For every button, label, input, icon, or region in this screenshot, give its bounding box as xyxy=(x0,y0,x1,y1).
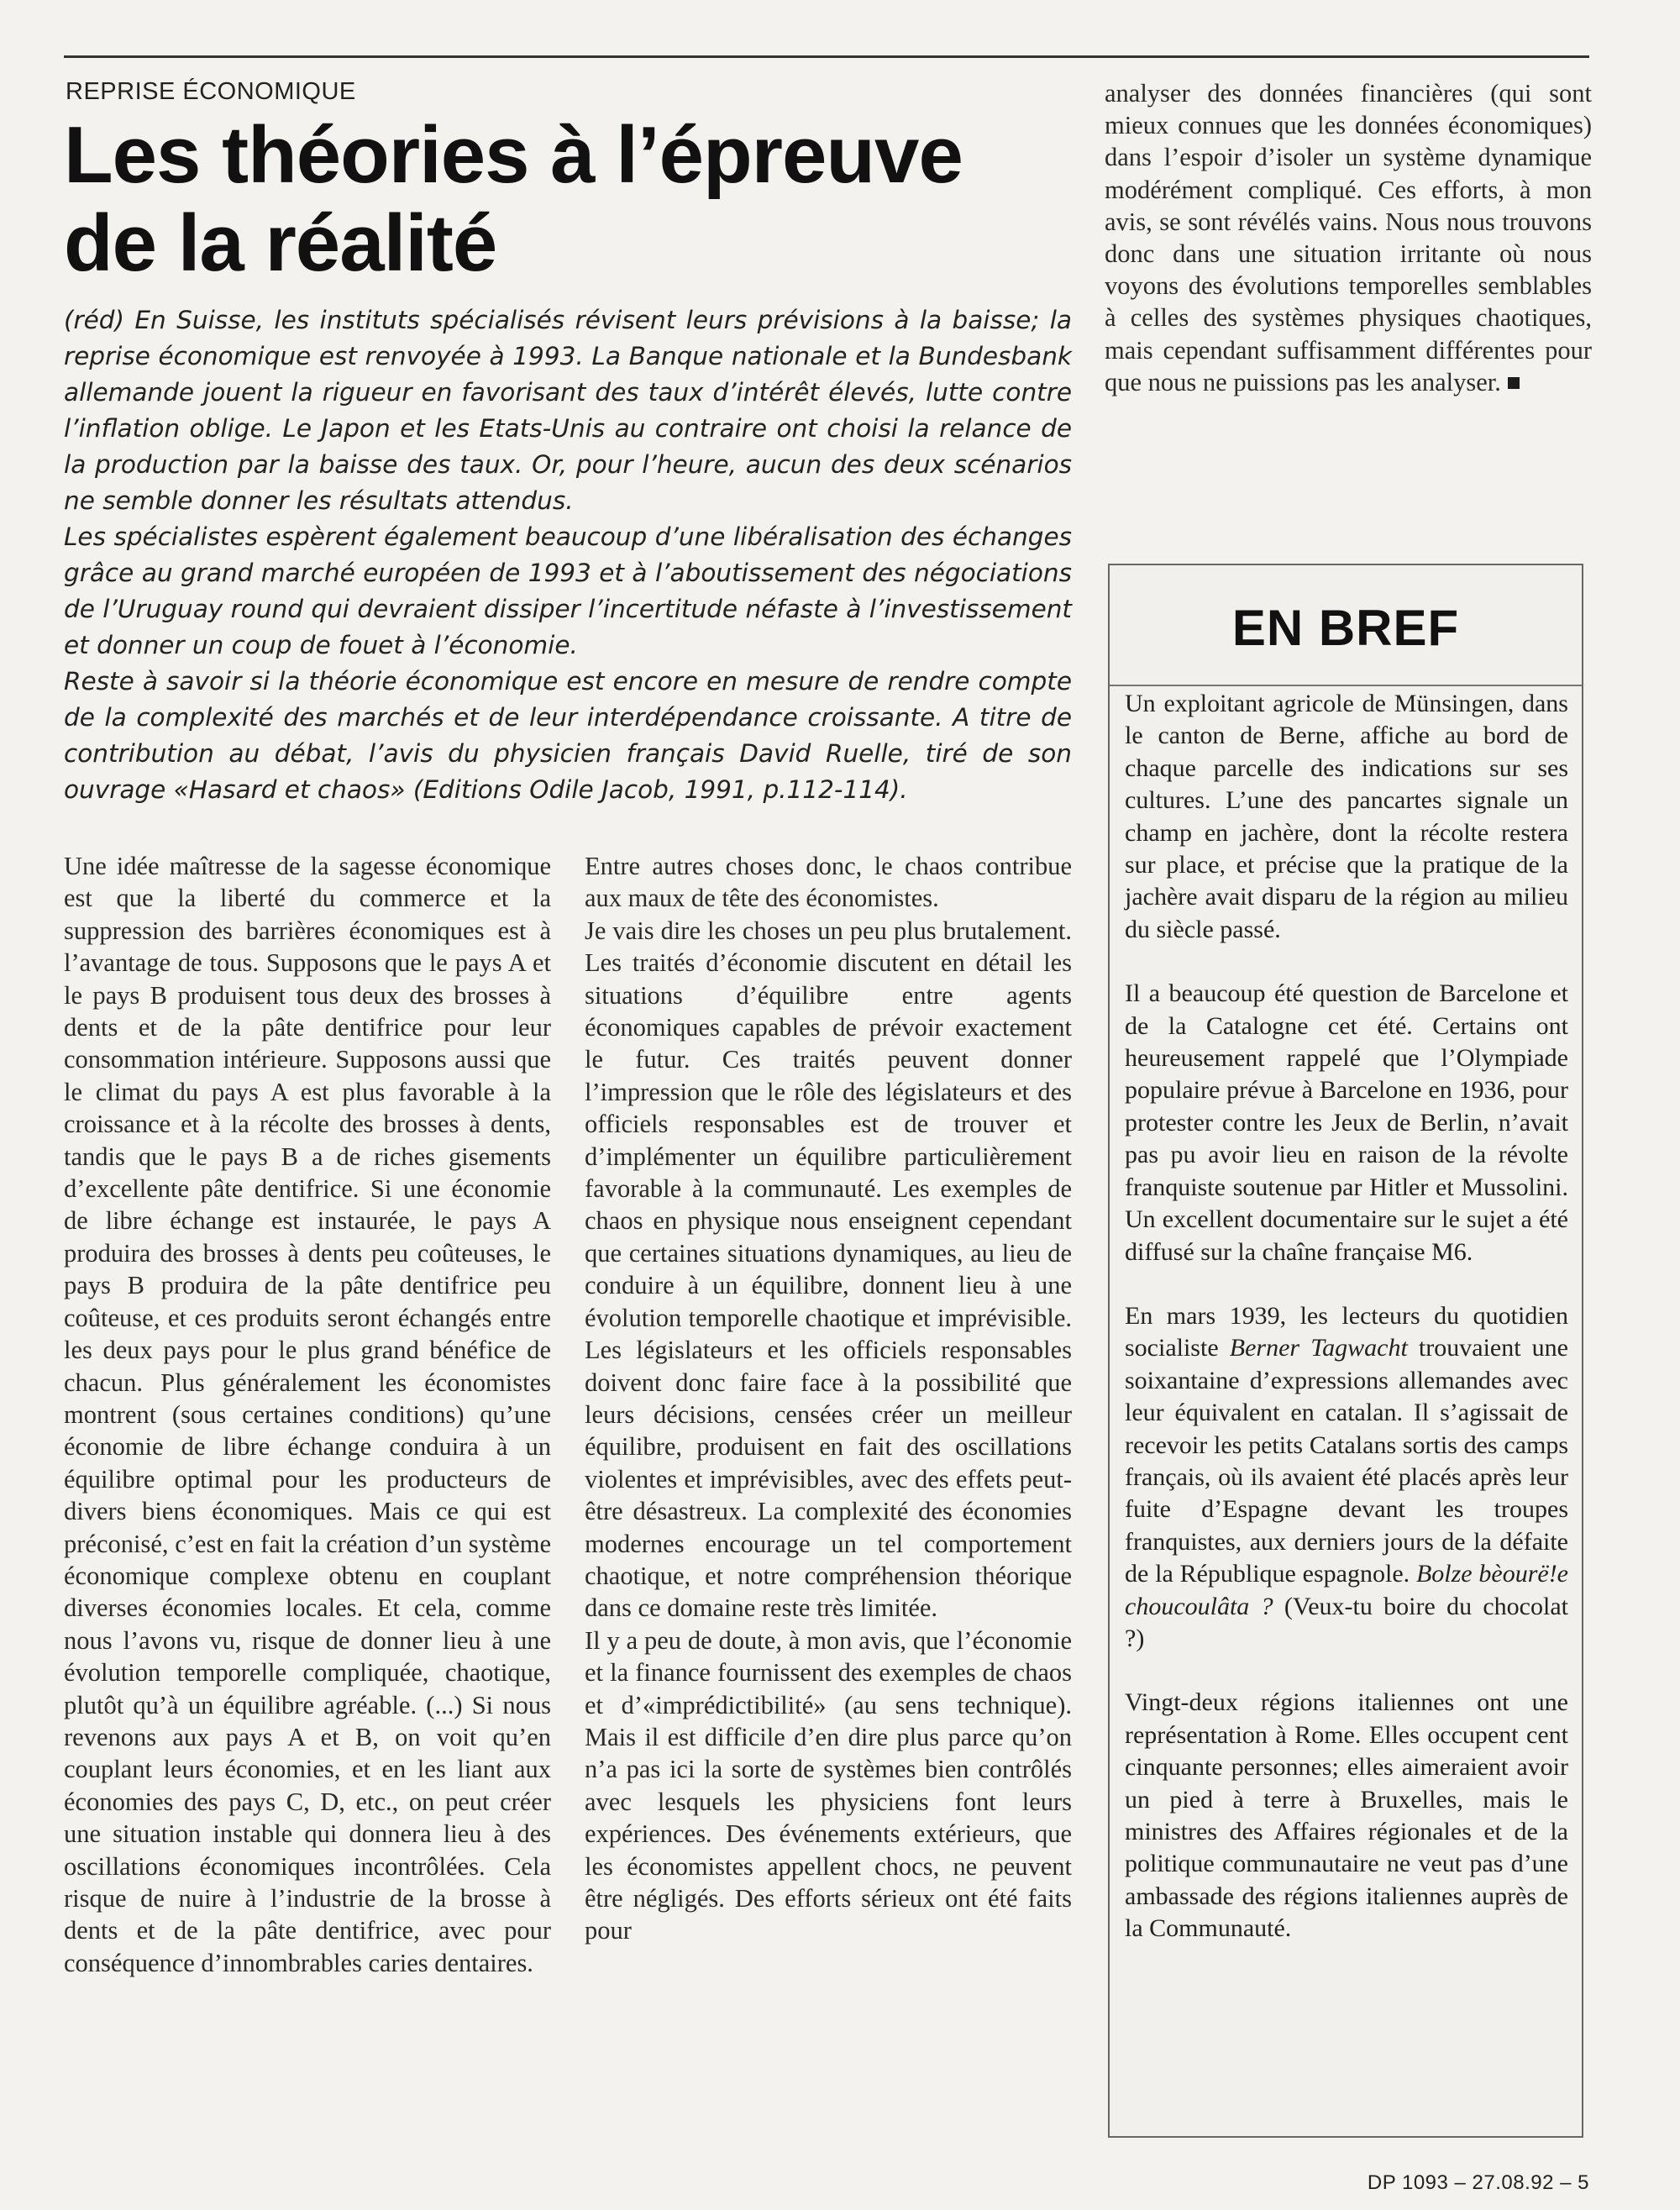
headline-line-2: de la réalité xyxy=(64,198,497,288)
catalan-quote: Bolze bèourë!e choucoulâta ? xyxy=(1125,1560,1568,1620)
en-bref-box xyxy=(1108,564,1583,2138)
article-lead xyxy=(64,302,1072,808)
lead-paragraph: Les spécialistes espèrent également beaucoup d’une libéralisation des échanges grâce au grand marché européen de 1993 et à l’aboutissement des négociations de l’Uruguay round qui devraient dissiper l’incertitude néfaste à l’investissement et donner un coup de fouet à l’économie. xyxy=(64,522,1072,659)
top-rule xyxy=(64,55,1589,58)
article-kicker: REPRISE ÉCONOMIQUE xyxy=(66,78,356,105)
lead-paragraph: Reste à savoir si la théorie économique est encore en mesure de rendre compte de la complexité des marchés et de leur interdépendance croissante. A titre de contribution au débat, l’avis du physicien français David Ruelle, tiré de son ouvrage «Hasard et chaos» (Editions Odile Jacob, 1991, p.112-114). xyxy=(64,667,1072,804)
newspaper-name: Berner Tagwacht xyxy=(1229,1334,1408,1362)
brief-item: Il a beaucoup été question de Barcelone et de la Catalogne cet été. Certains ont heureusement rappelé que l’Olympiade populaire prévue à Barcelone en 1936, pour protester contre les Jeux de Berlin, n’avait pas pu avoir lieu en raison de la révolte franquiste soutenue par Hitler et Mussolini. Un excellent documentaire sur le sujet a été diffusé sur la chaîne française M6. xyxy=(1125,979,1568,1266)
headline-line-1: Les théories à l’épreuve xyxy=(64,110,963,200)
brief-text: trouvaient une soixantaine d’expressions allemandes avec leur équivalent en catalan. Il s’agissait de recevoir les petits Catalans sortis des camps français, où ils avaient été placés après leur fuite d’Espagne devant les troupes franquistes, aux derniers jours de la défaite de la République espagnole. xyxy=(1125,1334,1568,1588)
body-column-2 xyxy=(585,850,1072,1947)
body-text: analyser des données financières (qui sont mieux connues que les données économiques) dans l’espoir d’isoler un système dynamique modérément compliqué. Ces efforts, à mon avis, se sont révélés vains. Nous nous trouvons donc dans une situation irritante où nous voyons des évolutions temporelles semblables à celles des systèmes physiques chaotiques, mais cependant suffisamment différentes pour que nous ne puissions pas les analyser. xyxy=(1105,79,1592,396)
body-paragraph: Entre autres choses donc, le chaos contribue aux maux de tête des économistes. xyxy=(585,852,1072,913)
lead-paragraph: (réd) En Suisse, les instituts spécialisés révisent leurs prévisions à la baisse; la reprise économique est renvoyée à 1993. La Banque nationale et la Bundesbank allemande jouent la rigueur en favorisant des taux d’intérêt élevés, lutte contre l’inflation oblige. Le Japon et les Etats-Unis au contraire ont choisi la relance de la production par la baisse des taux. Or, pour l’heure, aucun des deux scénarios ne semble donner les résultats attendus. xyxy=(64,306,1072,515)
en-bref-body xyxy=(1125,688,1568,1945)
article-headline xyxy=(64,111,1097,287)
body-paragraph: Je vais dire les choses un peu plus brutalement. Les traités d’économie discutent en détail les situations d’équilibre entre agents économiques capables de prévoir exactement le futur. Ces traités peuvent donner l’impression que le rôle des législateurs et des officiels responsables est de trouver et d’implémenter un équilibre particulièrement favorable à la communauté. Les exemples de chaos en physique nous enseignent cependant que certaines situations dynamiques, au lieu de conduire à un équilibre, donnent lieu à une évolution temporelle chaotique et imprévisible. Les législateurs et les officiels responsables doivent donc faire face à la possibilité que leurs décisions, censées créer un meilleur équilibre, produisent en fait des oscillations violentes et imprévisibles, avec des effets peut-être désastreux. La complexité des économies modernes encourage un tel comportement chaotique, et notre compréhension théorique dans ce domaine reste très limitée. xyxy=(585,916,1072,1623)
brief-item: Vingt-deux régions italiennes ont une représentation à Rome. Elles occupent cent cinquante personnes; elles aimeraient avoir un pied à terre à Bruxelles, mais le ministres des Affaires régionales et de la politique communautaire ne veut pas d’une ambassade des régions italiennes auprès de la Communauté. xyxy=(1125,1688,1568,1943)
box-title-divider xyxy=(1110,685,1582,686)
en-bref-title: EN BREF xyxy=(1231,600,1460,656)
body-paragraph: Il y a peu de doute, à mon avis, que l’économie et la finance fournissent des exemples de chaos et d’«imprédictibilité» (au sens technique). Mais il est difficile d’en dire plus parce qu’on n’a pas ici la sorte de systèmes bien contrôlés avec lesquels les physiciens font leurs expériences. Des événements extérieurs, que les économistes appellent chocs, ne peuvent être négligés. Des efforts sérieux ont été faits pour xyxy=(585,1625,1072,1945)
end-of-article-square-icon xyxy=(1508,377,1520,389)
body-column-3 xyxy=(1105,77,1592,398)
body-paragraph: Une idée maîtresse de la sagesse économique est que la liberté du commerce et la suppression des barrières économiques est à l’avantage de tous. Supposons que le pays A et le pays B produisent tous deux des brosses à dents et de la pâte dentifrice pour leur consommation intérieure. Supposons aussi que le climat du pays A est plus favorable à la croissance et à la récolte des brosses à dents, tandis que le pays B a de riches gisements d’excellente pâte dentifrice. Si une économie de libre échange est instaurée, le pays A produira des brosses à dents peu coûteuses, le pays B produira de la pâte dentifrice peu coûteuse, et ces produits seront échangés entre les deux pays pour le plus grand bénéfice de chacun. Plus généralement les économistes montrent (sous certaines conditions) qu’une économie de libre échange conduira à un équilibre optimal pour les producteurs de divers biens économiques. Mais ce qui est préconisé, c’est en fait la création d’un système économique complexe obtenu en couplant diverses économies locales. Et cela, comme nous l’avons vu, risque de donner lieu à une évolution temporelle compliquée, chaotique, plutôt qu’à un équilibre agréable. (...) Si nous revenons aux pays A et B, on voit qu’en couplant leurs économies, et en les liant aux économies des pays C, D, etc., on peut créer une situation instable qui donnera lieu à des oscillations économiques incontrôlées. Cela risque de nuire à l’industrie de la brosse à dents et de la pâte dentifrice, avec pour conséquence d’innombrables caries dentaires. xyxy=(64,852,551,1977)
brief-text: (Veux-tu boire du chocolat ?) xyxy=(1125,1592,1568,1652)
page-folio: DP 1093 – 27.08.92 – 5 xyxy=(1367,2171,1589,2194)
brief-text: En mars 1939, les lecteurs du quotidien socialiste xyxy=(1125,1301,1568,1362)
brief-item xyxy=(1125,1300,1568,1655)
body-column-1 xyxy=(64,850,551,1979)
brief-item: Un exploitant agricole de Münsingen, dans le canton de Berne, affiche au bord de chaque parcelle des indications sur ses cultures. L’une des pancartes signale un champ en jachère, dont la récolte restera sur place, et précise que la pratique de la jachère avait disparu de la région au milieu du siècle passé. xyxy=(1125,690,1568,943)
body-paragraph xyxy=(1105,77,1592,398)
